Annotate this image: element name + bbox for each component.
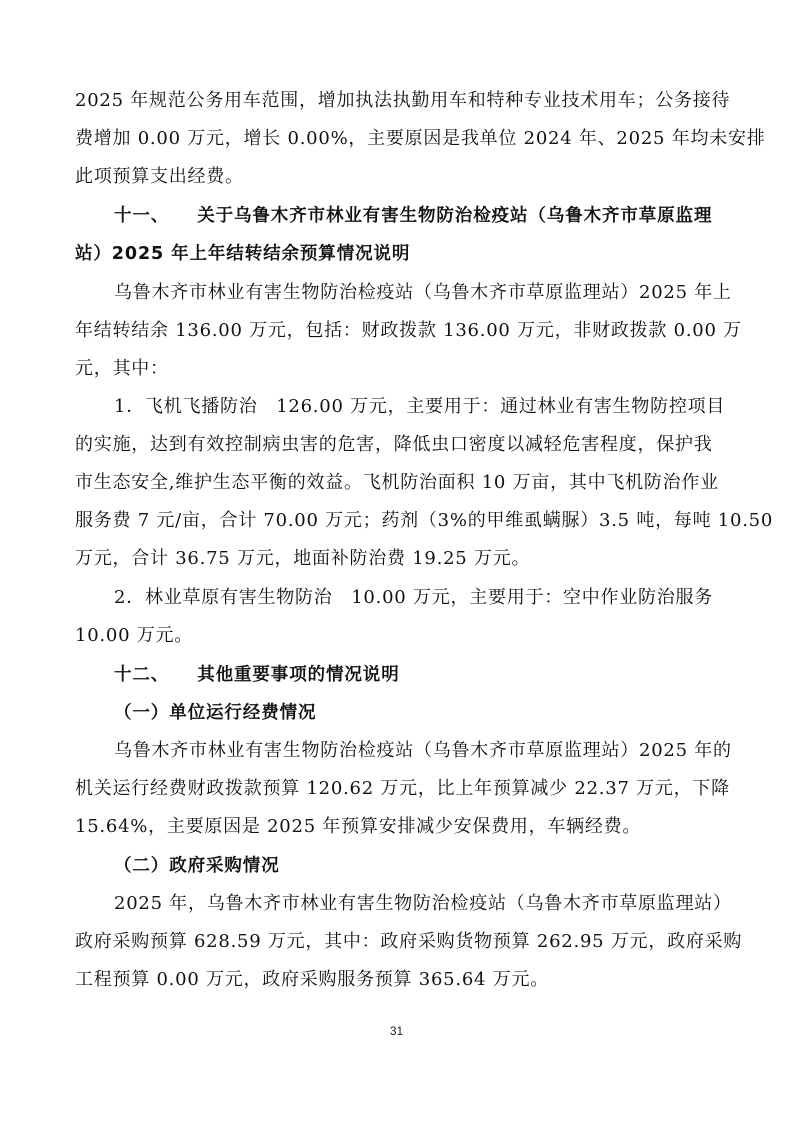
paragraph-line: 机关运行经费财政拨款预算 120.62 万元，比上年预算减少 22.37 万元，下降 [75,778,730,799]
paragraph-line: 市生态安全,维护生态平衡的效益。飞机防治面积 10 万亩，其中飞机防治作业 [75,472,719,493]
paragraph-line: 服务费 7 元/亩，合计 70.00 万元；药剂（3%的甲维虱螨脲）3.5 吨，每吨 10.50 [75,510,774,531]
paragraph-line: 乌鲁木齐市林业有害生物防治检疫站（乌鲁木齐市草原监理站）2025 年的 [114,740,732,761]
paragraph-line: 万元，合计 36.75 万元，地面补防治费 19.25 万元。 [75,548,531,569]
paragraph-line: 2025 年规范公务用车范围，增加执法执勤用车和特种专业技术用车；公务接待 [75,90,731,111]
list-item-1: 1．飞机飞播防治 126.00 万元，主要用于：通过林业有害生物防控项目 [114,396,726,417]
section-number: 十一、 [114,206,170,226]
list-item-2: 2．林业草原有害生物防治 10.00 万元，主要用于：空中作业防治服务 [114,587,713,608]
section-heading-continuation: 站）2025 年上年结转结余预算情况说明 [75,244,411,264]
subsection-heading-2: （二）政府采购情况 [114,856,280,876]
paragraph-line: 15.64%，主要原因是 2025 年预算安排减少安保费用，车辆经费。 [75,816,642,837]
section-heading-11 [0,205,793,227]
paragraph-line: 工程预算 0.00 万元，政府采购服务预算 365.64 万元。 [75,969,549,990]
paragraph-line: 乌鲁木齐市林业有害生物防治检疫站（乌鲁木齐市草原监理站）2025 年上 [114,282,732,303]
paragraph-line: 政府采购预算 628.59 万元，其中：政府采购货物预算 262.95 万元，政府采购 [75,931,743,952]
paragraph-line: 此项预算支出经费。 [75,166,244,187]
section-heading-12 [0,664,793,686]
page-number: 31 [389,1024,404,1038]
section-title: 其他重要事项的情况说明 [197,665,400,685]
paragraph-line: 费增加 0.00 万元，增长 0.00%，主要原因是我单位 2024 年、2025 年均未安排 [75,128,766,149]
paragraph-line: 2025 年，乌鲁木齐市林业有害生物防治检疫站（乌鲁木齐市草原监理站） [114,893,732,914]
paragraph-line: 10.00 万元。 [75,625,194,646]
section-title: 关于乌鲁木齐市林业有害生物防治检疫站（乌鲁木齐市草原监理 [197,206,713,226]
section-number: 十二、 [114,665,170,685]
paragraph-line: 年结转结余 136.00 万元，包括：财政拨款 136.00 万元，非财政拨款 0.00 万 [75,320,742,341]
subsection-heading-1: （一）单位运行经费情况 [114,703,317,723]
paragraph-line: 的实施，达到有效控制病虫害的危害，降低虫口密度以减轻危害程度，保护我 [75,434,713,455]
paragraph-line: 元，其中： [75,358,169,379]
